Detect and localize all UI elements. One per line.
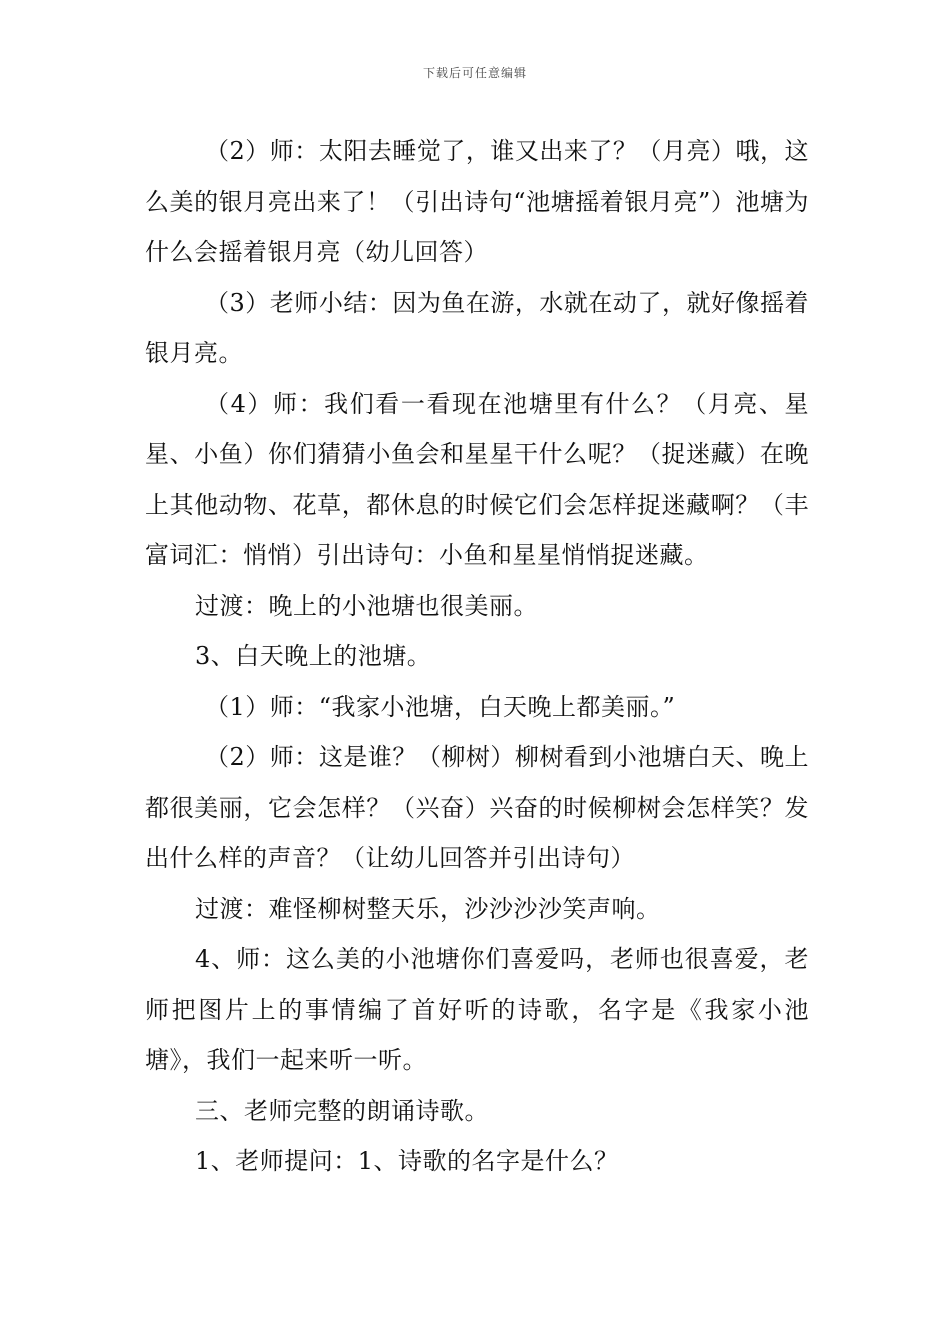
paragraph-teacher-summary: （3）老师小结：因为鱼在游，水就在动了，就好像摇着银月亮。 xyxy=(145,288,809,367)
paragraph-section-recital: 三、老师完整的朗诵诗歌。 xyxy=(195,1096,489,1125)
paragraph-section-day-night: 3、白天晚上的池塘。 xyxy=(195,642,432,670)
paragraph-teacher-question: 1、老师提问：1、诗歌的名字是什么？ xyxy=(195,1147,619,1175)
paragraph-transition-willow: 过渡：难怪柳树整天乐，沙沙沙沙笑声响。 xyxy=(195,894,661,923)
page-header: 下载后可任意编辑 xyxy=(422,66,527,80)
paragraph-teacher-poem-intro: 4、师：这么美的小池塘你们喜爱吗，老师也很喜爱，老师把图片上的事情编了首好听的诗歌，名字是《我家小池塘》，我们一起来听一听。 xyxy=(145,945,809,1074)
paragraph-transition-night: 过渡：晚上的小池塘也很美丽。 xyxy=(195,591,538,620)
paragraph-teacher-moon: （2）师：太阳去睡觉了，谁又出来了？（月亮）哦，这么美的银月亮出来了！（引出诗句“池塘摇着银月亮”）池塘为什么会摇着银月亮（幼儿回答） xyxy=(145,137,809,266)
paragraph-teacher-pond: （4）师：我们看一看现在池塘里有什么？（月亮、星星、小鱼）你们猜猜小鱼会和星星干什么呢？（捉迷藏）在晚上其他动物、花草，都休息的时候它们会怎样捉迷藏啊？（丰富词汇：悄悄）引出诗句：小鱼和星星悄悄捉迷藏。 xyxy=(145,389,809,569)
paragraph-teacher-willow: （2）师：这是谁？（柳树）柳树看到小池塘白天、晚上都很美丽，它会怎样？（兴奋）兴奋的时候柳树会怎样笑？发出什么样的声音？（让幼儿回答并引出诗句） xyxy=(145,743,809,872)
document-body xyxy=(145,126,809,1187)
paragraph-teacher-poem-line: （1）师：“我家小池塘，白天晚上都美丽。” xyxy=(205,692,676,721)
